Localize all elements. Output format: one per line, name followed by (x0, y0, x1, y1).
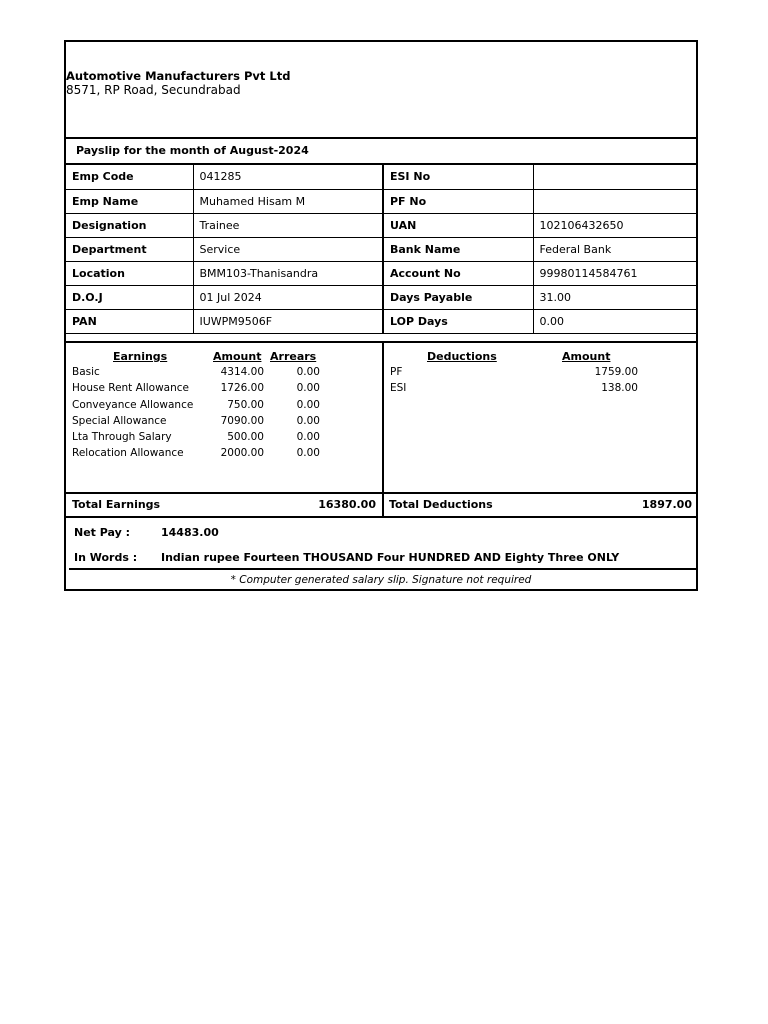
info-value: Service (193, 237, 383, 261)
company-address: 8571, RP Road, Secundrabad (66, 83, 241, 97)
earnings-deductions-section (66, 341, 696, 494)
deduction-amount: 1759.00 (594, 366, 638, 378)
info-label: Account No (383, 261, 533, 285)
earning-name: Special Allowance (72, 415, 167, 427)
earnings-amount-header: Amount (213, 350, 262, 363)
deductions-amount-header: Amount (562, 350, 611, 363)
info-label: Emp Code (66, 165, 193, 189)
table-row (66, 189, 696, 213)
net-pay-value: 14483.00 (161, 526, 219, 539)
pay-period-title: Payslip for the month of August-2024 (76, 144, 309, 157)
deduction-name: ESI (390, 382, 407, 394)
info-value: 99980114584761 (533, 261, 696, 285)
info-value: 01 Jul 2024 (193, 285, 383, 309)
info-label: Bank Name (383, 237, 533, 261)
deduction-row (384, 382, 696, 398)
column-divider (382, 492, 384, 516)
total-earnings-label: Total Earnings (72, 498, 161, 511)
earning-name: Basic (72, 366, 100, 378)
info-value: 102106432650 (533, 213, 696, 237)
info-value: Trainee (193, 213, 383, 237)
total-earnings-value: 16380.00 (318, 498, 376, 511)
earning-name: Conveyance Allowance (72, 399, 194, 411)
table-row (66, 165, 696, 189)
company-name: Automotive Manufacturers Pvt Ltd (66, 69, 291, 83)
earning-arrears: 0.00 (296, 415, 320, 427)
info-label: ESI No (383, 165, 533, 189)
employee-info-table (66, 165, 696, 334)
info-label: D.O.J (66, 285, 193, 309)
earning-row (66, 366, 382, 382)
earning-name: Relocation Allowance (72, 447, 184, 459)
table-row (66, 309, 696, 333)
info-value (533, 189, 696, 213)
earning-amount: 750.00 (227, 399, 264, 411)
earning-row (66, 431, 382, 447)
table-row (66, 213, 696, 237)
company-header (66, 42, 696, 139)
deduction-row (384, 366, 696, 382)
total-deductions-value: 1897.00 (641, 498, 692, 511)
earning-name: Lta Through Salary (72, 431, 172, 443)
info-label: Designation (66, 213, 193, 237)
pay-period (66, 137, 696, 165)
info-value (533, 165, 696, 189)
footer-note: * Computer generated salary slip. Signature not required (230, 574, 532, 586)
info-label: Location (66, 261, 193, 285)
earning-arrears: 0.00 (296, 431, 320, 443)
info-label: UAN (383, 213, 533, 237)
info-value: Muhamed Hisam M (193, 189, 383, 213)
total-deductions-label: Total Deductions (389, 498, 493, 511)
in-words-label: In Words : (74, 551, 138, 564)
earning-amount: 500.00 (227, 431, 264, 443)
earning-amount: 7090.00 (220, 415, 264, 427)
earning-row (66, 382, 382, 398)
earning-arrears: 0.00 (296, 382, 320, 394)
earning-arrears: 0.00 (296, 447, 320, 459)
deductions-header: Deductions (427, 350, 497, 363)
info-value: IUWPM9506F (193, 309, 383, 333)
earning-amount: 1726.00 (220, 382, 264, 394)
table-row (66, 261, 696, 285)
net-pay-label: Net Pay : (74, 526, 131, 539)
net-pay-section (66, 518, 696, 592)
earning-arrears: 0.00 (296, 399, 320, 411)
info-label: Days Payable (383, 285, 533, 309)
table-row (66, 237, 696, 261)
earnings-arrears-header: Arrears (270, 350, 317, 363)
info-label: PAN (66, 309, 193, 333)
divider (69, 568, 696, 570)
deduction-amount: 138.00 (601, 382, 638, 394)
in-words-value: Indian rupee Fourteen THOUSAND Four HUNDRED AND Eighty Three ONLY (161, 551, 620, 564)
info-label: PF No (383, 189, 533, 213)
info-label: Emp Name (66, 189, 193, 213)
info-value: BMM103-Thanisandra (193, 261, 383, 285)
totals-row (66, 492, 696, 518)
deduction-name: PF (390, 366, 403, 378)
earnings-header: Earnings (113, 350, 168, 363)
earning-amount: 2000.00 (220, 447, 264, 459)
earning-name: House Rent Allowance (72, 382, 189, 394)
info-value: 041285 (193, 165, 383, 189)
earning-arrears: 0.00 (296, 366, 320, 378)
earning-row (66, 415, 382, 431)
table-row (66, 285, 696, 309)
info-value: Federal Bank (533, 237, 696, 261)
info-value: 0.00 (533, 309, 696, 333)
earning-amount: 4314.00 (220, 366, 264, 378)
payslip (64, 40, 698, 591)
earning-row (66, 399, 382, 415)
info-label: LOP Days (383, 309, 533, 333)
earning-row (66, 447, 382, 463)
info-value: 31.00 (533, 285, 696, 309)
info-label: Department (66, 237, 193, 261)
